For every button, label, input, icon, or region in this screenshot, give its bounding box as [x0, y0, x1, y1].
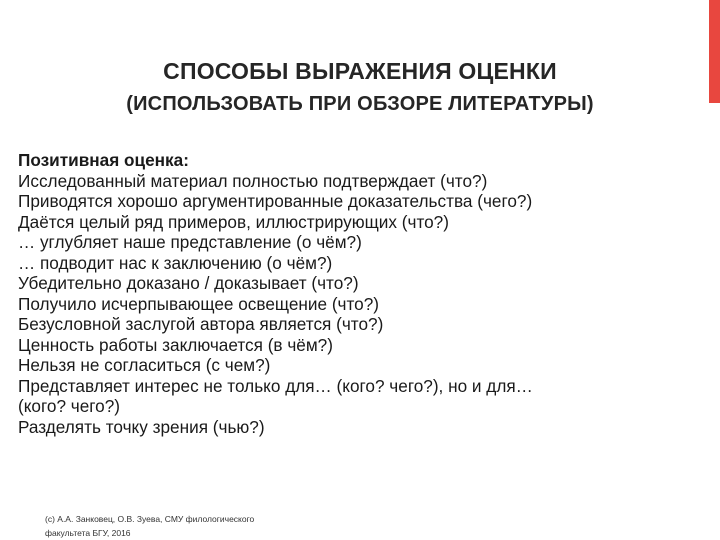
list-item: (кого? чего?) [18, 396, 121, 416]
footer-line: факультета БГУ, 2016 [45, 528, 131, 538]
accent-bar [709, 0, 720, 103]
list-item: Приводятся хорошо аргументированные доказательства (чего?) [18, 191, 533, 211]
slide-title: СПОСОБЫ ВЫРАЖЕНИЯ ОЦЕНКИ [163, 58, 557, 84]
slide-subtitle: (ИСПОЛЬЗОВАТЬ ПРИ ОБЗОРЕ ЛИТЕРАТУРЫ) [126, 93, 594, 115]
list-item: … углубляет наше представление (о чём?) [18, 232, 362, 252]
list-item: Разделять точку зрения (чью?) [18, 416, 265, 437]
list-item: Убедительно доказано / доказывает (что?) [18, 273, 359, 293]
list-item: Нельзя не согласиться (с чем?) [18, 355, 271, 375]
list-item: Получило исчерпывающее освещение (что?) [18, 293, 380, 314]
slide-body [18, 150, 708, 437]
list-item: … подводит нас к заключению (о чём?) [18, 252, 333, 273]
footer-credit [45, 512, 325, 540]
list-item: Представляет интерес не только для… (кого? чего?), но и для… [18, 375, 533, 396]
list-item: Ценность работы заключается (в чём?) [18, 334, 333, 355]
footer-line: (c) А.А. Занковец, О.В. Зуева, СМУ филологического [45, 514, 255, 524]
section-heading: Позитивная оценка: [18, 150, 189, 170]
list-item: Исследованный материал полностью подтверждает (что?) [18, 170, 488, 191]
list-item: Безусловной заслугой автора является (что?) [18, 314, 384, 334]
list-item: Даётся целый ряд примеров, иллюстрирующих (что?) [18, 211, 449, 232]
